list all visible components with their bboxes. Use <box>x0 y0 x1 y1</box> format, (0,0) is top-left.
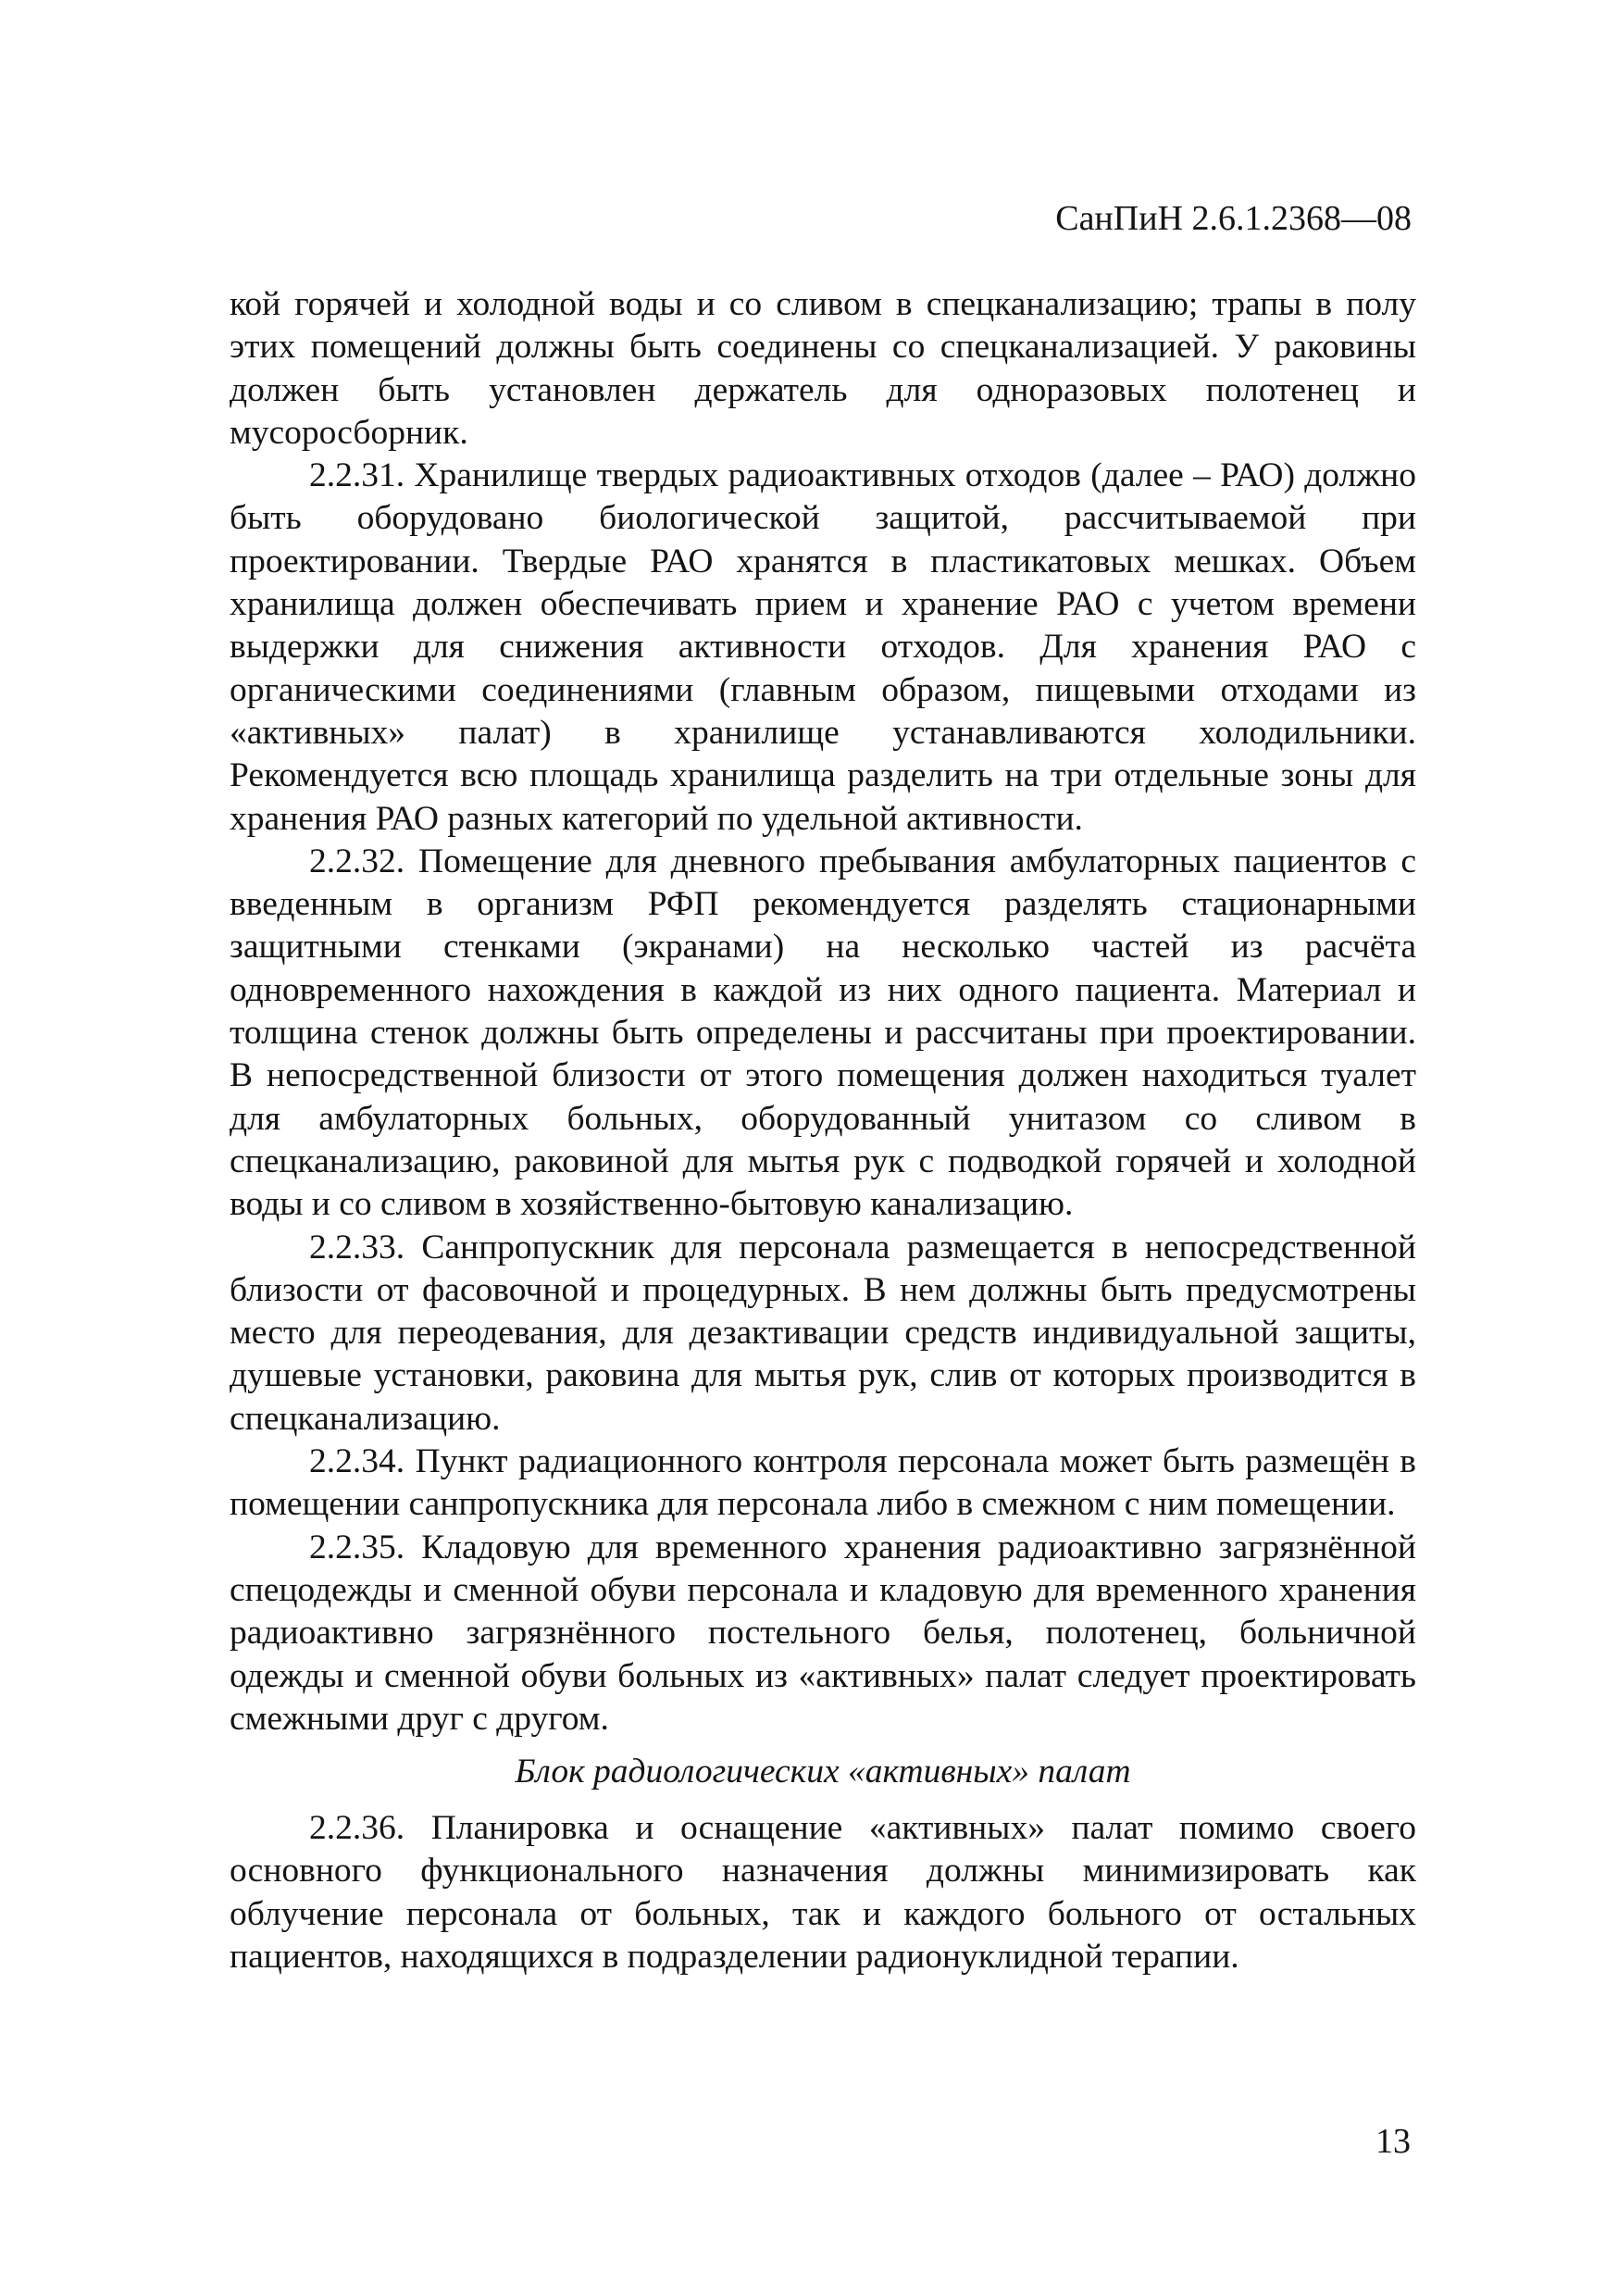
paragraph-number: 2.2.33. <box>309 1228 405 1267</box>
paragraph-number: 2.2.35. <box>309 1528 405 1566</box>
paragraph-number: 2.2.31. <box>309 456 405 495</box>
paragraph-text: Кладовую для временного хранения радиоактивно загрязнённой спецодежды и сменной обуви персонала и кладовую для временного хранения радиоактивно загрязнённого постельного белья, полотенец, больничной одежды и сменной обуви больных из «активных» палат следует проектировать смежными друг с другом. <box>230 1528 1417 1738</box>
paragraph-text: Помещение для дневного пребывания амбулаторных пациентов с введенным в организм РФП рекомендуется разделять стационарными защитными стенками (экранами) на несколько частей из расчёта одновременного нахождения в каждой из них одного пациента. Материал и толщина стенок должны быть определены и рассчитаны при проектировании. В непосредственной близости от этого помещения должен находиться туалет для амбулаторных больных, оборудованный унитазом со сливом в спецканализацию, раковиной для мытья рук с подводкой горячей и холодной воды и со сливом в хозяйственно-бытовую канализацию. <box>230 842 1417 1224</box>
paragraph-2-2-35 <box>230 1527 1416 1741</box>
page-number: 13 <box>1375 2122 1411 2161</box>
paragraph-text: Пункт радиационного контроля персонала может быть размещён в помещении санпропускника для персонала либо в смежном с ним помещении. <box>230 1442 1417 1524</box>
section-heading: Блок радиологических «активных» палат <box>515 1753 1131 1791</box>
paragraph-text: Планировка и оснащение «активных» палат помимо своего основного функционального назначения должны минимизировать как облучение персонала от больных, так и каждого больного от остальных пациентов, находящихся в подразделении радионуклидной терапии. <box>230 1809 1416 1976</box>
paragraph-text: Санпропускник для персонала размещается в непосредственной близости от фасовочной и процедурных. В нем должны быть предусмотрены место для переодевания, для дезактивации средств индивидуальной защиты, душевые установки, раковина для мытья рук, слив от которых производится в спецканализацию. <box>230 1228 1417 1438</box>
document-code-header: СанПиН 2.6.1.2368—08 <box>1055 199 1412 238</box>
paragraph-2-2-34 <box>230 1441 1416 1527</box>
paragraph-text: кой горячей и холодной воды и со сливом в спецканализацию; трапы в полу этих помещений должны быть соединены со спецканализацией. У раковины должен быть установлен держатель для одноразовых полотенец и мусоросборник. <box>230 285 1416 452</box>
document-body <box>230 283 1416 1978</box>
paragraph-2-2-31 <box>230 455 1416 841</box>
paragraph-2-2-32 <box>230 841 1416 1227</box>
paragraph-2-2-33 <box>230 1227 1416 1441</box>
paragraph-text: Хранилище твердых радиоактивных отходов (далее – РАО) должно быть оборудовано биологической защитой, рассчитываемой при проектировании. Твердые РАО хранятся в пластикатовых мешках. Объем хранилища должен обеспечивать прием и хранение РАО с учетом времени выдержки для снижения активности отходов. Для хранения РАО с органическими соединениями (главным образом, пищевыми отходами из «активных» палат) в хранилище устанавливаются холодильники. Рекомендуется всю площадь хранилища разделить на три отдельные зоны для хранения РАО разных категорий по удельной активности. <box>230 456 1416 838</box>
paragraph-2-2-36 <box>230 1807 1416 1978</box>
paragraph-number: 2.2.32. <box>309 842 405 880</box>
paragraph-number: 2.2.34. <box>309 1442 405 1481</box>
paragraph-number: 2.2.36. <box>309 1809 405 1848</box>
paragraph-continuation <box>230 283 1416 455</box>
